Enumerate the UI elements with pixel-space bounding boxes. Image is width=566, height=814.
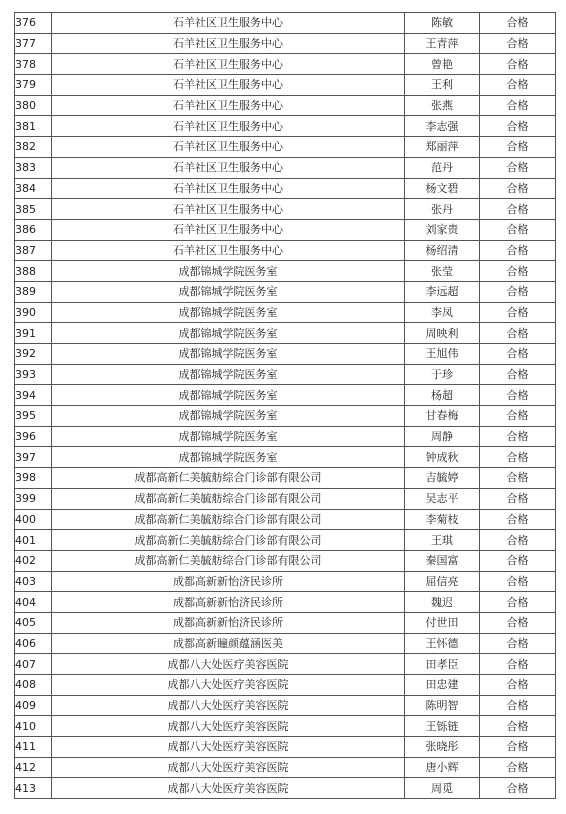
row-number-cell: 384 xyxy=(15,178,52,199)
row-number-cell: 380 xyxy=(15,95,52,116)
person-name-cell: 王铄链 xyxy=(405,716,480,737)
person-name-cell: 李菊枝 xyxy=(405,509,480,530)
result-cell: 合格 xyxy=(480,695,556,716)
table-row xyxy=(15,592,556,613)
row-number-cell: 405 xyxy=(15,612,52,633)
row-number-cell: 413 xyxy=(15,778,52,799)
table-row xyxy=(15,281,556,302)
unit-name-cell: 成都高新新怡济民诊所 xyxy=(52,592,405,613)
result-cell: 合格 xyxy=(480,344,556,365)
row-number-cell: 402 xyxy=(15,550,52,571)
person-name-cell: 杨文碧 xyxy=(405,178,480,199)
table-row xyxy=(15,302,556,323)
result-cell: 合格 xyxy=(480,447,556,468)
row-number-cell: 377 xyxy=(15,33,52,54)
person-name-cell: 刘家贵 xyxy=(405,219,480,240)
table-row xyxy=(15,778,556,799)
unit-name-cell: 成都高新瞳颜蕴涵医美 xyxy=(52,633,405,654)
unit-name-cell: 成都锦城学院医务室 xyxy=(52,364,405,385)
table-row xyxy=(15,178,556,199)
row-number-cell: 400 xyxy=(15,509,52,530)
unit-name-cell: 成都高新仁美毓舫综合门诊部有限公司 xyxy=(52,509,405,530)
table-row xyxy=(15,488,556,509)
table-row xyxy=(15,530,556,551)
person-name-cell: 王利 xyxy=(405,75,480,96)
table-row xyxy=(15,716,556,737)
table-row xyxy=(15,323,556,344)
row-number-cell: 378 xyxy=(15,54,52,75)
person-name-cell: 周静 xyxy=(405,426,480,447)
table-row xyxy=(15,675,556,696)
unit-name-cell: 成都八大处医疗美容医院 xyxy=(52,675,405,696)
row-number-cell: 409 xyxy=(15,695,52,716)
result-cell: 合格 xyxy=(480,178,556,199)
row-number-cell: 412 xyxy=(15,757,52,778)
row-number-cell: 390 xyxy=(15,302,52,323)
unit-name-cell: 成都高新新怡济民诊所 xyxy=(52,612,405,633)
unit-name-cell: 成都锦城学院医务室 xyxy=(52,323,405,344)
result-cell: 合格 xyxy=(480,716,556,737)
table-row xyxy=(15,757,556,778)
unit-name-cell: 成都锦城学院医务室 xyxy=(52,344,405,365)
unit-name-cell: 石羊社区卫生服务中心 xyxy=(52,137,405,158)
table-row xyxy=(15,654,556,675)
result-cell: 合格 xyxy=(480,385,556,406)
person-name-cell: 屈信亮 xyxy=(405,571,480,592)
unit-name-cell: 成都锦城学院医务室 xyxy=(52,406,405,427)
table-row xyxy=(15,116,556,137)
person-name-cell: 秦国富 xyxy=(405,550,480,571)
person-name-cell: 王旭伟 xyxy=(405,344,480,365)
row-number-cell: 399 xyxy=(15,488,52,509)
result-cell: 合格 xyxy=(480,95,556,116)
result-cell: 合格 xyxy=(480,509,556,530)
person-name-cell: 曾艳 xyxy=(405,54,480,75)
result-cell: 合格 xyxy=(480,675,556,696)
unit-name-cell: 成都锦城学院医务室 xyxy=(52,261,405,282)
result-cell: 合格 xyxy=(480,33,556,54)
table-row xyxy=(15,571,556,592)
result-cell: 合格 xyxy=(480,488,556,509)
person-name-cell: 钟成秋 xyxy=(405,447,480,468)
person-name-cell: 于珍 xyxy=(405,364,480,385)
row-number-cell: 393 xyxy=(15,364,52,385)
result-cell: 合格 xyxy=(480,157,556,178)
person-name-cell: 王琪 xyxy=(405,530,480,551)
result-cell: 合格 xyxy=(480,219,556,240)
table-row xyxy=(15,737,556,758)
row-number-cell: 379 xyxy=(15,75,52,96)
person-name-cell: 张莹 xyxy=(405,261,480,282)
result-cell: 合格 xyxy=(480,592,556,613)
table-row xyxy=(15,75,556,96)
unit-name-cell: 石羊社区卫生服务中心 xyxy=(52,240,405,261)
person-name-cell: 周映利 xyxy=(405,323,480,344)
unit-name-cell: 成都高新仁美毓舫综合门诊部有限公司 xyxy=(52,530,405,551)
person-name-cell: 田忠建 xyxy=(405,675,480,696)
unit-name-cell: 成都八大处医疗美容医院 xyxy=(52,778,405,799)
result-cell: 合格 xyxy=(480,737,556,758)
table-row xyxy=(15,406,556,427)
result-cell: 合格 xyxy=(480,633,556,654)
unit-name-cell: 石羊社区卫生服务中心 xyxy=(52,54,405,75)
table-row xyxy=(15,695,556,716)
person-name-cell: 王怀德 xyxy=(405,633,480,654)
result-cell: 合格 xyxy=(480,757,556,778)
person-name-cell: 郑丽萍 xyxy=(405,137,480,158)
person-name-cell: 甘春梅 xyxy=(405,406,480,427)
result-cell: 合格 xyxy=(480,364,556,385)
table-row xyxy=(15,426,556,447)
row-number-cell: 397 xyxy=(15,447,52,468)
unit-name-cell: 石羊社区卫生服务中心 xyxy=(52,178,405,199)
row-number-cell: 408 xyxy=(15,675,52,696)
result-cell: 合格 xyxy=(480,75,556,96)
unit-name-cell: 成都高新仁美毓舫综合门诊部有限公司 xyxy=(52,550,405,571)
unit-name-cell: 成都锦城学院医务室 xyxy=(52,281,405,302)
table-row xyxy=(15,54,556,75)
row-number-cell: 387 xyxy=(15,240,52,261)
result-cell: 合格 xyxy=(480,261,556,282)
unit-name-cell: 石羊社区卫生服务中心 xyxy=(52,157,405,178)
result-cell: 合格 xyxy=(480,240,556,261)
row-number-cell: 388 xyxy=(15,261,52,282)
row-number-cell: 411 xyxy=(15,737,52,758)
unit-name-cell: 石羊社区卫生服务中心 xyxy=(52,33,405,54)
person-name-cell: 吴志平 xyxy=(405,488,480,509)
unit-name-cell: 成都锦城学院医务室 xyxy=(52,302,405,323)
row-number-cell: 407 xyxy=(15,654,52,675)
person-name-cell: 李凤 xyxy=(405,302,480,323)
result-cell: 合格 xyxy=(480,302,556,323)
row-number-cell: 396 xyxy=(15,426,52,447)
row-number-cell: 386 xyxy=(15,219,52,240)
unit-name-cell: 石羊社区卫生服务中心 xyxy=(52,75,405,96)
result-cell: 合格 xyxy=(480,571,556,592)
row-number-cell: 376 xyxy=(15,13,52,34)
table-row xyxy=(15,95,556,116)
row-number-cell: 385 xyxy=(15,199,52,220)
result-cell: 合格 xyxy=(480,116,556,137)
row-number-cell: 392 xyxy=(15,344,52,365)
row-number-cell: 406 xyxy=(15,633,52,654)
row-number-cell: 401 xyxy=(15,530,52,551)
result-cell: 合格 xyxy=(480,406,556,427)
row-number-cell: 404 xyxy=(15,592,52,613)
person-name-cell: 王青萍 xyxy=(405,33,480,54)
result-cell: 合格 xyxy=(480,54,556,75)
result-cell: 合格 xyxy=(480,199,556,220)
unit-name-cell: 石羊社区卫生服务中心 xyxy=(52,13,405,34)
table-row xyxy=(15,344,556,365)
person-name-cell: 李志强 xyxy=(405,116,480,137)
row-number-cell: 398 xyxy=(15,468,52,489)
person-name-cell: 张晓彤 xyxy=(405,737,480,758)
person-name-cell: 范丹 xyxy=(405,157,480,178)
person-name-cell: 杨绍清 xyxy=(405,240,480,261)
row-number-cell: 403 xyxy=(15,571,52,592)
result-cell: 合格 xyxy=(480,612,556,633)
unit-name-cell: 石羊社区卫生服务中心 xyxy=(52,95,405,116)
person-name-cell: 田孝臣 xyxy=(405,654,480,675)
table-row xyxy=(15,364,556,385)
unit-name-cell: 成都八大处医疗美容医院 xyxy=(52,757,405,778)
person-name-cell: 杨超 xyxy=(405,385,480,406)
row-number-cell: 383 xyxy=(15,157,52,178)
table-row xyxy=(15,261,556,282)
table-row xyxy=(15,447,556,468)
table-row xyxy=(15,157,556,178)
unit-name-cell: 石羊社区卫生服务中心 xyxy=(52,219,405,240)
results-table xyxy=(14,12,556,799)
result-cell: 合格 xyxy=(480,654,556,675)
row-number-cell: 394 xyxy=(15,385,52,406)
unit-name-cell: 成都八大处医疗美容医院 xyxy=(52,654,405,675)
unit-name-cell: 成都锦城学院医务室 xyxy=(52,447,405,468)
table-row xyxy=(15,33,556,54)
row-number-cell: 395 xyxy=(15,406,52,427)
person-name-cell: 李远超 xyxy=(405,281,480,302)
table-row xyxy=(15,137,556,158)
row-number-cell: 382 xyxy=(15,137,52,158)
table-row xyxy=(15,550,556,571)
person-name-cell: 付世田 xyxy=(405,612,480,633)
result-cell: 合格 xyxy=(480,778,556,799)
unit-name-cell: 成都八大处医疗美容医院 xyxy=(52,695,405,716)
result-cell: 合格 xyxy=(480,468,556,489)
person-name-cell: 唐小辉 xyxy=(405,757,480,778)
person-name-cell: 吉毓婷 xyxy=(405,468,480,489)
table-row xyxy=(15,219,556,240)
person-name-cell: 陈敏 xyxy=(405,13,480,34)
person-name-cell: 张丹 xyxy=(405,199,480,220)
person-name-cell: 魏迟 xyxy=(405,592,480,613)
row-number-cell: 389 xyxy=(15,281,52,302)
result-cell: 合格 xyxy=(480,550,556,571)
table-row xyxy=(15,385,556,406)
result-cell: 合格 xyxy=(480,137,556,158)
table-row xyxy=(15,240,556,261)
table-row xyxy=(15,468,556,489)
result-cell: 合格 xyxy=(480,426,556,447)
table-row xyxy=(15,199,556,220)
person-name-cell: 周觅 xyxy=(405,778,480,799)
person-name-cell: 陈明智 xyxy=(405,695,480,716)
person-name-cell: 张燕 xyxy=(405,95,480,116)
result-cell: 合格 xyxy=(480,13,556,34)
table-row xyxy=(15,13,556,34)
unit-name-cell: 石羊社区卫生服务中心 xyxy=(52,116,405,137)
results-table-body xyxy=(15,13,556,799)
row-number-cell: 381 xyxy=(15,116,52,137)
result-cell: 合格 xyxy=(480,323,556,344)
table-row xyxy=(15,612,556,633)
unit-name-cell: 石羊社区卫生服务中心 xyxy=(52,199,405,220)
unit-name-cell: 成都八大处医疗美容医院 xyxy=(52,737,405,758)
table-row xyxy=(15,509,556,530)
unit-name-cell: 成都锦城学院医务室 xyxy=(52,426,405,447)
unit-name-cell: 成都高新新怡济民诊所 xyxy=(52,571,405,592)
table-row xyxy=(15,633,556,654)
row-number-cell: 391 xyxy=(15,323,52,344)
unit-name-cell: 成都八大处医疗美容医院 xyxy=(52,716,405,737)
result-cell: 合格 xyxy=(480,281,556,302)
unit-name-cell: 成都锦城学院医务室 xyxy=(52,385,405,406)
result-cell: 合格 xyxy=(480,530,556,551)
unit-name-cell: 成都高新仁美毓舫综合门诊部有限公司 xyxy=(52,468,405,489)
unit-name-cell: 成都高新仁美毓舫综合门诊部有限公司 xyxy=(52,488,405,509)
row-number-cell: 410 xyxy=(15,716,52,737)
